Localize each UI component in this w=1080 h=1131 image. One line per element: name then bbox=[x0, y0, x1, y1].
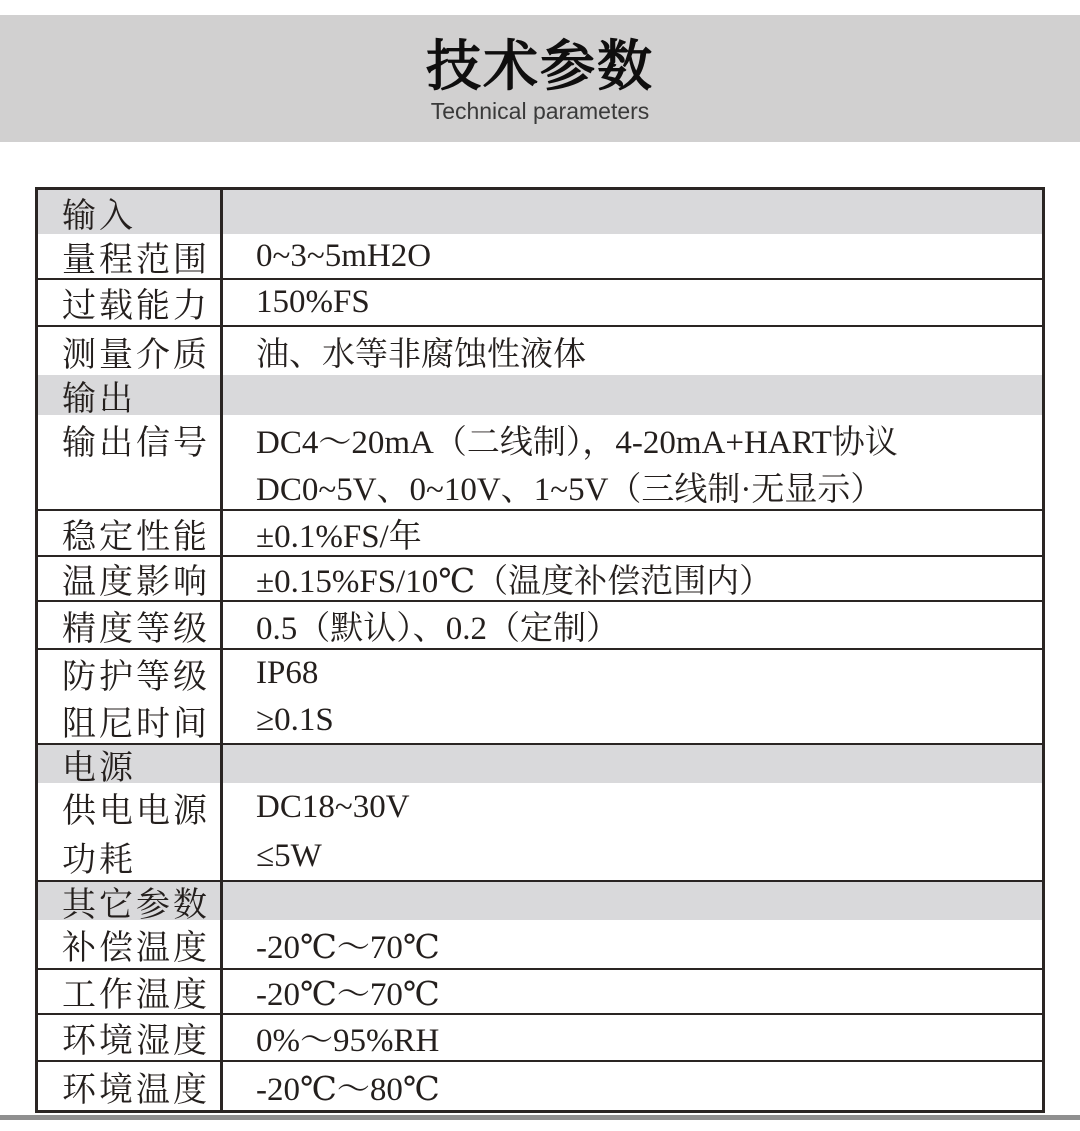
row-value: IP68 bbox=[256, 655, 319, 691]
row-value: DC0~5V、0~10V、1~5V（三线制·无显示） bbox=[256, 471, 884, 508]
row-value: 油、水等非腐蚀性液体 bbox=[256, 336, 586, 373]
table-section-row-other bbox=[38, 882, 1042, 924]
row-value: 150%FS bbox=[256, 284, 370, 320]
table-row bbox=[38, 650, 1042, 697]
table-row bbox=[38, 783, 1042, 832]
row-label: 稳定性能 bbox=[38, 511, 223, 555]
row-value: -20℃～80℃ bbox=[256, 1071, 440, 1108]
table-row-continuation bbox=[38, 463, 1042, 511]
row-value: DC4～20mA（二线制），4-20mA+HART协议 bbox=[256, 424, 898, 461]
page-title: 技术参数 bbox=[425, 35, 654, 97]
section-label: 电源 bbox=[38, 745, 223, 783]
table-row bbox=[38, 415, 1042, 463]
table-row bbox=[38, 327, 1042, 375]
row-value: ≥0.1S bbox=[256, 701, 334, 738]
section-value bbox=[223, 375, 1042, 415]
table-row bbox=[38, 557, 1042, 602]
row-value: 0.5（默认）、0.2（定制） bbox=[256, 610, 619, 647]
page-subtitle: Technical parameters bbox=[430, 98, 650, 124]
table-row bbox=[38, 697, 1042, 745]
row-label: 功耗 bbox=[38, 832, 223, 880]
bottom-divider-bar bbox=[0, 1115, 1080, 1120]
table-section-row-output bbox=[38, 375, 1042, 418]
section-label: 输出 bbox=[38, 375, 223, 415]
section-value bbox=[223, 882, 1042, 920]
table-row bbox=[38, 920, 1042, 970]
table-row bbox=[38, 602, 1042, 650]
row-label: 环境温度 bbox=[38, 1062, 223, 1110]
section-value bbox=[223, 745, 1042, 783]
header-banner bbox=[0, 15, 1080, 142]
table-section-row-input bbox=[38, 190, 1042, 234]
row-value: ≤5W bbox=[256, 837, 322, 874]
table-row bbox=[38, 280, 1042, 327]
row-value: DC18~30V bbox=[256, 789, 410, 825]
table-row bbox=[38, 1062, 1042, 1110]
row-label: 测量介质 bbox=[38, 327, 223, 375]
row-value: 0~3~5mH2O bbox=[256, 237, 432, 274]
row-value: 0%～95%RH bbox=[256, 1023, 440, 1059]
table-row bbox=[38, 511, 1042, 557]
table-row bbox=[38, 832, 1042, 882]
row-label: 阻尼时间 bbox=[38, 697, 223, 743]
section-value bbox=[223, 190, 1042, 234]
row-label: 精度等级 bbox=[38, 602, 223, 648]
row-label: 过载能力 bbox=[38, 280, 223, 325]
row-value: -20℃～70℃ bbox=[256, 977, 440, 1013]
row-value: ±0.15%FS/10℃（温度补偿范围内） bbox=[256, 564, 773, 600]
row-label: 量程范围 bbox=[38, 234, 223, 278]
row-label: 供电电源 bbox=[38, 783, 223, 832]
row-value: ±0.1%FS/年 bbox=[256, 518, 422, 555]
row-label: 补偿温度 bbox=[38, 920, 223, 968]
row-label: 环境湿度 bbox=[38, 1015, 223, 1060]
table-row bbox=[38, 1015, 1042, 1062]
table-section-row-power bbox=[38, 745, 1042, 787]
section-label: 输入 bbox=[38, 190, 223, 234]
table-row bbox=[38, 970, 1042, 1015]
table-row bbox=[38, 234, 1042, 280]
row-label bbox=[38, 463, 223, 509]
row-label: 输出信号 bbox=[38, 415, 223, 463]
row-value: -20℃～70℃ bbox=[256, 929, 440, 966]
row-label: 温度影响 bbox=[38, 557, 223, 600]
parameters-table bbox=[35, 187, 1045, 1113]
section-label: 其它参数 bbox=[38, 882, 223, 920]
row-label: 防护等级 bbox=[38, 650, 223, 697]
row-label: 工作温度 bbox=[38, 970, 223, 1013]
